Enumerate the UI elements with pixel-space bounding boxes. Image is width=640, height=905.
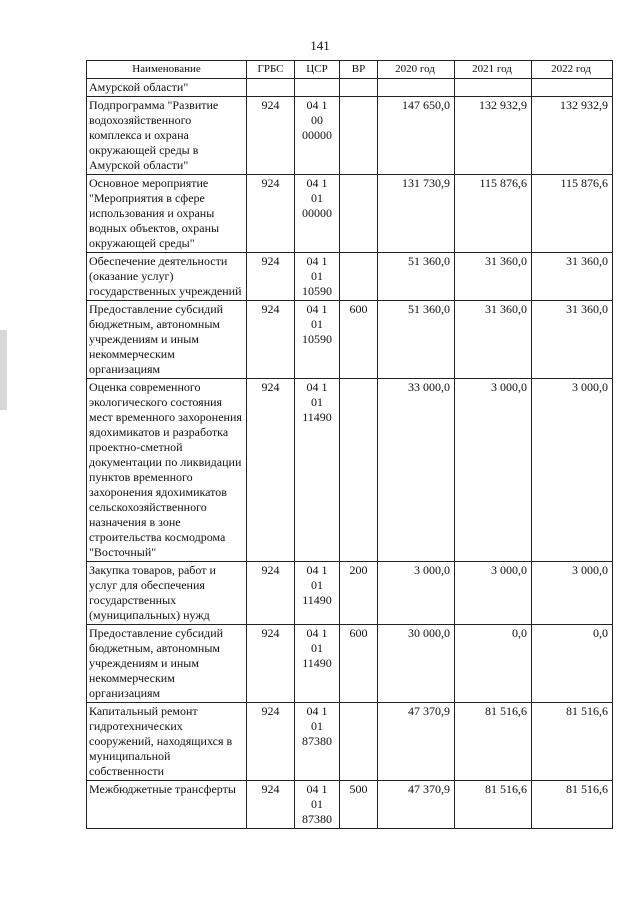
row-csr-part: 00: [311, 113, 323, 127]
row-csr-part: 10590: [302, 284, 332, 298]
row-csr-part: 04 1: [306, 176, 328, 190]
table-row: [87, 562, 613, 625]
table-row: [87, 703, 613, 781]
row-csr-part: 10590: [302, 332, 332, 346]
row-grbs: 924: [247, 175, 295, 253]
row-2022: 3 000,0: [532, 562, 613, 625]
row-csr: [295, 301, 340, 379]
row-name: Межбюджетные трансферты: [87, 781, 247, 829]
row-2021: 31 360,0: [455, 301, 532, 379]
row-2020: 147 650,0: [378, 97, 455, 175]
row-2022: 81 516,6: [532, 703, 613, 781]
table-body: [87, 79, 613, 829]
row-vr: [340, 703, 378, 781]
row-grbs: 924: [247, 625, 295, 703]
row-csr-part: 04 1: [306, 380, 328, 394]
row-vr: 600: [340, 301, 378, 379]
row-vr: [340, 97, 378, 175]
row-csr: [295, 703, 340, 781]
row-grbs: 924: [247, 781, 295, 829]
row-grbs: 924: [247, 301, 295, 379]
row-csr-part: 00000: [302, 206, 332, 220]
row-vr: [340, 79, 378, 97]
row-vr: 600: [340, 625, 378, 703]
header-2022: 2022 год: [532, 61, 613, 79]
header-name: Наименование: [87, 61, 247, 79]
row-csr-part: 04 1: [306, 782, 328, 796]
row-vr: 500: [340, 781, 378, 829]
row-csr-part: 04 1: [306, 626, 328, 640]
row-name: Обеспечение деятельности (оказание услуг) государственных учреждений: [87, 253, 247, 301]
row-vr: [340, 175, 378, 253]
row-name: Предоставление субсидий бюджетным, автономным учреждениям и иным некоммерческим организациям: [87, 301, 247, 379]
row-2020: 47 370,9: [378, 781, 455, 829]
row-2022: 115 876,6: [532, 175, 613, 253]
row-vr: [340, 253, 378, 301]
row-csr: [295, 97, 340, 175]
row-name: Амурской области": [87, 79, 247, 97]
header-csr: ЦСР: [295, 61, 340, 79]
row-csr-part: 01: [311, 191, 323, 205]
row-name: Подпрограмма "Развитие водохозяйственного комплекса и охрана окружающей среды в Амурской области": [87, 97, 247, 175]
header-grbs: ГРБС: [247, 61, 295, 79]
table-row: [87, 781, 613, 829]
table-row: [87, 79, 613, 97]
page-number: 141: [310, 38, 330, 53]
table-row: [87, 301, 613, 379]
row-grbs: 924: [247, 253, 295, 301]
row-2020: [378, 79, 455, 97]
table-row: [87, 253, 613, 301]
row-grbs: 924: [247, 562, 295, 625]
row-csr-part: 04 1: [306, 704, 328, 718]
budget-table: [86, 60, 613, 829]
header-2020: 2020 год: [378, 61, 455, 79]
table-header-row: [87, 61, 613, 79]
row-grbs: 924: [247, 379, 295, 562]
row-csr-part: 00000: [302, 128, 332, 142]
row-2022: 81 516,6: [532, 781, 613, 829]
row-csr-part: 11490: [302, 410, 332, 424]
row-csr-part: 01: [311, 395, 323, 409]
row-csr-part: 04 1: [306, 254, 328, 268]
row-vr: [340, 379, 378, 562]
row-2020: 30 000,0: [378, 625, 455, 703]
table-row: [87, 379, 613, 562]
table-row: [87, 625, 613, 703]
row-csr-part: 04 1: [306, 563, 328, 577]
row-2021: 81 516,6: [455, 703, 532, 781]
row-csr-part: 01: [311, 641, 323, 655]
row-csr-part: 01: [311, 578, 323, 592]
row-csr-part: 04 1: [306, 98, 328, 112]
row-csr-part: 01: [311, 269, 323, 283]
row-2021: 81 516,6: [455, 781, 532, 829]
row-csr: [295, 79, 340, 97]
row-2022: [532, 79, 613, 97]
header-vr: ВР: [340, 61, 378, 79]
row-grbs: 924: [247, 97, 295, 175]
row-2022: 3 000,0: [532, 379, 613, 562]
row-2021: 0,0: [455, 625, 532, 703]
row-2022: 0,0: [532, 625, 613, 703]
row-2021: 31 360,0: [455, 253, 532, 301]
row-2021: 3 000,0: [455, 562, 532, 625]
row-csr-part: 01: [311, 797, 323, 811]
header-2021: 2021 год: [455, 61, 532, 79]
row-csr: [295, 175, 340, 253]
row-csr-part: 04 1: [306, 302, 328, 316]
row-vr: 200: [340, 562, 378, 625]
row-name: Предоставление субсидий бюджетным, автономным учреждениям и иным некоммерческим организациям: [87, 625, 247, 703]
row-name: Основное мероприятие "Мероприятия в сфере использования и охраны водных объектов, охраны окружающей среды": [87, 175, 247, 253]
row-name: Оценка современного экологического состояния мест временного захоронения ядохимикатов и разработка проектно-сметной документации по ликвидации пунктов временного захоронения ядохимикатов сельскохозяйственного назначения в зоне строительства космодрома "Восточный": [87, 379, 247, 562]
row-2022: 31 360,0: [532, 301, 613, 379]
row-csr-part: 01: [311, 317, 323, 331]
table-row: [87, 175, 613, 253]
scan-edge-mark: [0, 330, 7, 410]
row-name: Закупка товаров, работ и услуг для обеспечения государственных (муниципальных) нужд: [87, 562, 247, 625]
row-csr: [295, 562, 340, 625]
row-csr-part: 11490: [302, 656, 332, 670]
row-2022: 31 360,0: [532, 253, 613, 301]
row-2021: [455, 79, 532, 97]
row-2020: 47 370,9: [378, 703, 455, 781]
row-2020: 33 000,0: [378, 379, 455, 562]
row-csr: [295, 379, 340, 562]
table-row: [87, 97, 613, 175]
row-grbs: 924: [247, 703, 295, 781]
row-2021: 115 876,6: [455, 175, 532, 253]
row-csr: [295, 253, 340, 301]
row-2021: 3 000,0: [455, 379, 532, 562]
row-2020: 51 360,0: [378, 301, 455, 379]
row-2020: 3 000,0: [378, 562, 455, 625]
row-name: Капитальный ремонт гидротехнических сооружений, находящихся в муниципальной собственности: [87, 703, 247, 781]
row-grbs: [247, 79, 295, 97]
row-csr-part: 11490: [302, 593, 332, 607]
row-csr-part: 87380: [302, 734, 332, 748]
row-csr: [295, 625, 340, 703]
row-2022: 132 932,9: [532, 97, 613, 175]
row-2021: 132 932,9: [455, 97, 532, 175]
row-csr-part: 01: [311, 719, 323, 733]
row-csr-part: 87380: [302, 812, 332, 826]
row-csr: [295, 781, 340, 829]
row-2020: 131 730,9: [378, 175, 455, 253]
row-2020: 51 360,0: [378, 253, 455, 301]
